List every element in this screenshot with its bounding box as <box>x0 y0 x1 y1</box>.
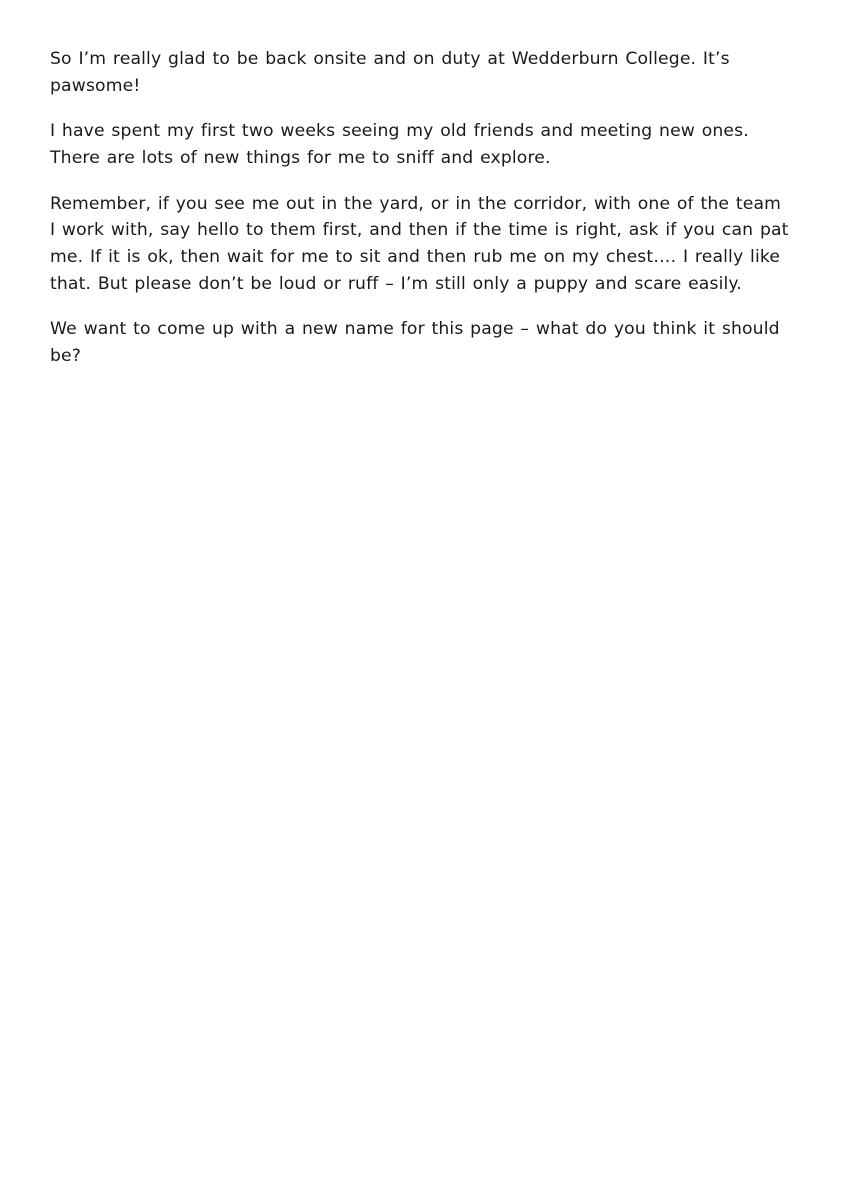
paragraph: So I’m really glad to be back onsite and on duty at Wedderburn College. It’s pawsome! <box>50 49 730 96</box>
paragraph: We want to come up with a new name for this page – what do you think it should be? <box>50 319 780 366</box>
paragraph: I have spent my first two weeks seeing my old friends and meeting new ones. There are lots of new things for me to sniff and explore. <box>50 121 749 168</box>
document-body <box>50 46 792 370</box>
paragraph: Remember, if you see me out in the yard, or in the corridor, with one of the team I work with, say hello to them first, and then if the time is right, ask if you can pat me. If it is ok, then wait for me to sit and then rub me on my chest…. I really like that. But please don’t be loud or ruff – I’m still only a puppy and scare easily. <box>50 193 789 294</box>
